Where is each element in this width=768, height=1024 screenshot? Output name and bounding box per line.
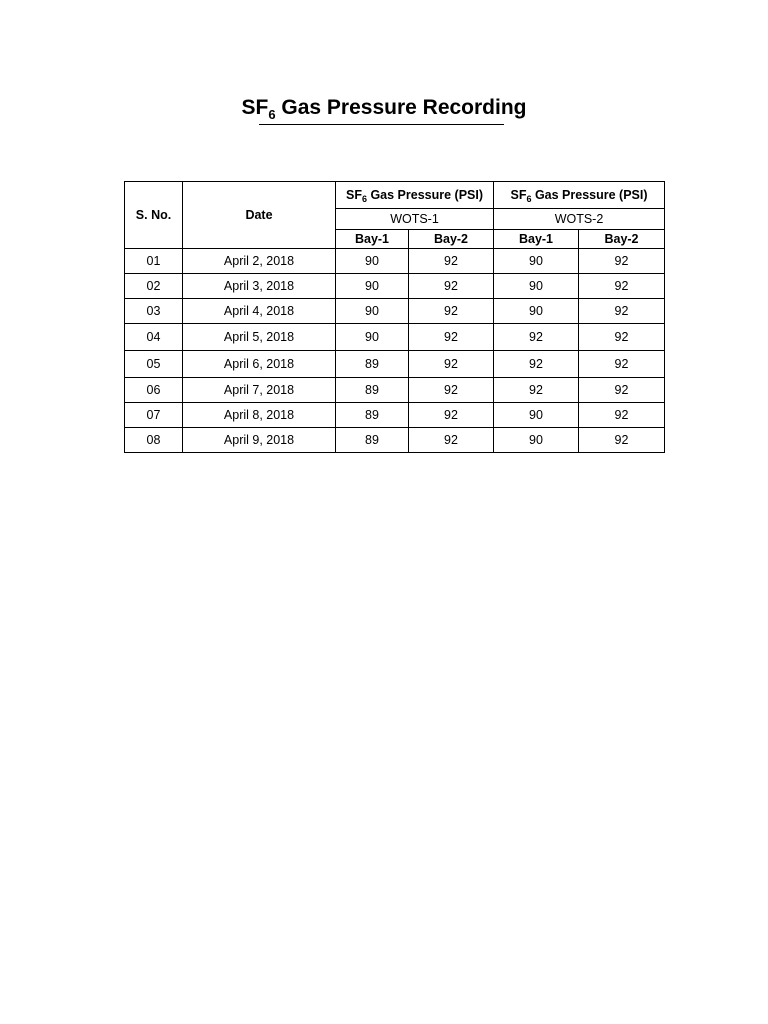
cell-wots1-bay2: 92 bbox=[409, 403, 494, 428]
cell-wots2-bay2: 92 bbox=[579, 299, 665, 324]
header-group-wots2 bbox=[494, 182, 665, 209]
cell-wots1-bay1: 90 bbox=[336, 249, 409, 274]
group2-prefix: SF bbox=[510, 188, 527, 202]
cell-wots2-bay2: 92 bbox=[579, 351, 665, 378]
cell-wots2-bay1: 92 bbox=[494, 324, 579, 351]
header-sno: S. No. bbox=[125, 182, 183, 249]
table-row bbox=[125, 403, 665, 428]
cell-sno: 01 bbox=[125, 249, 183, 274]
header-w2-bay2: Bay-2 bbox=[579, 230, 665, 249]
cell-wots1-bay1: 90 bbox=[336, 274, 409, 299]
cell-sno: 06 bbox=[125, 378, 183, 403]
cell-wots1-bay1: 89 bbox=[336, 378, 409, 403]
group1-subscript: 6 bbox=[361, 194, 367, 204]
table-row bbox=[125, 324, 665, 351]
table-row bbox=[125, 299, 665, 324]
cell-wots2-bay2: 92 bbox=[579, 428, 665, 453]
title-subscript: 6 bbox=[268, 107, 276, 122]
cell-wots2-bay1: 90 bbox=[494, 299, 579, 324]
header-w1-bay2: Bay-2 bbox=[409, 230, 494, 249]
cell-wots2-bay1: 90 bbox=[494, 428, 579, 453]
title-underline bbox=[259, 124, 504, 125]
table-row bbox=[125, 351, 665, 378]
title-rest: Gas Pressure Recording bbox=[275, 96, 527, 119]
group2-rest: Gas Pressure (PSI) bbox=[531, 188, 648, 202]
cell-date: April 9, 2018 bbox=[183, 428, 336, 453]
table-row bbox=[125, 274, 665, 299]
cell-date: April 3, 2018 bbox=[183, 274, 336, 299]
cell-wots2-bay1: 90 bbox=[494, 274, 579, 299]
cell-sno: 07 bbox=[125, 403, 183, 428]
group2-subscript: 6 bbox=[526, 194, 532, 204]
cell-sno: 04 bbox=[125, 324, 183, 351]
title-main: SF bbox=[241, 96, 269, 119]
cell-wots2-bay1: 92 bbox=[494, 351, 579, 378]
table-row bbox=[125, 428, 665, 453]
header-group-wots1 bbox=[336, 182, 494, 209]
cell-wots1-bay1: 89 bbox=[336, 428, 409, 453]
cell-sno: 03 bbox=[125, 299, 183, 324]
cell-date: April 6, 2018 bbox=[183, 351, 336, 378]
group1-prefix: SF bbox=[345, 188, 362, 202]
cell-date: April 8, 2018 bbox=[183, 403, 336, 428]
cell-wots1-bay2: 92 bbox=[409, 378, 494, 403]
table-row bbox=[125, 378, 665, 403]
table-body bbox=[125, 249, 665, 453]
table-row bbox=[125, 249, 665, 274]
page-title bbox=[0, 94, 768, 124]
cell-date: April 7, 2018 bbox=[183, 378, 336, 403]
cell-wots1-bay1: 89 bbox=[336, 351, 409, 378]
cell-wots1-bay2: 92 bbox=[409, 249, 494, 274]
cell-wots2-bay2: 92 bbox=[579, 249, 665, 274]
cell-wots1-bay2: 92 bbox=[409, 324, 494, 351]
cell-sno: 05 bbox=[125, 351, 183, 378]
cell-wots1-bay1: 90 bbox=[336, 324, 409, 351]
header-date: Date bbox=[183, 182, 336, 249]
cell-wots1-bay2: 92 bbox=[409, 299, 494, 324]
cell-wots1-bay2: 92 bbox=[409, 428, 494, 453]
cell-wots2-bay2: 92 bbox=[579, 403, 665, 428]
header-w2-bay1: Bay-1 bbox=[494, 230, 579, 249]
cell-wots2-bay1: 90 bbox=[494, 403, 579, 428]
cell-wots2-bay2: 92 bbox=[579, 274, 665, 299]
pressure-table bbox=[124, 181, 665, 453]
cell-date: April 5, 2018 bbox=[183, 324, 336, 351]
group1-rest: Gas Pressure (PSI) bbox=[366, 188, 484, 202]
cell-sno: 02 bbox=[125, 274, 183, 299]
cell-wots2-bay1: 90 bbox=[494, 249, 579, 274]
header-w1-bay1: Bay-1 bbox=[336, 230, 409, 249]
cell-date: April 4, 2018 bbox=[183, 299, 336, 324]
cell-wots1-bay1: 90 bbox=[336, 299, 409, 324]
cell-wots1-bay2: 92 bbox=[409, 351, 494, 378]
cell-wots1-bay1: 89 bbox=[336, 403, 409, 428]
cell-wots2-bay1: 92 bbox=[494, 378, 579, 403]
header-wots1: WOTS-1 bbox=[336, 209, 494, 230]
cell-wots1-bay2: 92 bbox=[409, 274, 494, 299]
cell-date: April 2, 2018 bbox=[183, 249, 336, 274]
header-wots2: WOTS-2 bbox=[494, 209, 665, 230]
cell-sno: 08 bbox=[125, 428, 183, 453]
cell-wots2-bay2: 92 bbox=[579, 378, 665, 403]
cell-wots2-bay2: 92 bbox=[579, 324, 665, 351]
